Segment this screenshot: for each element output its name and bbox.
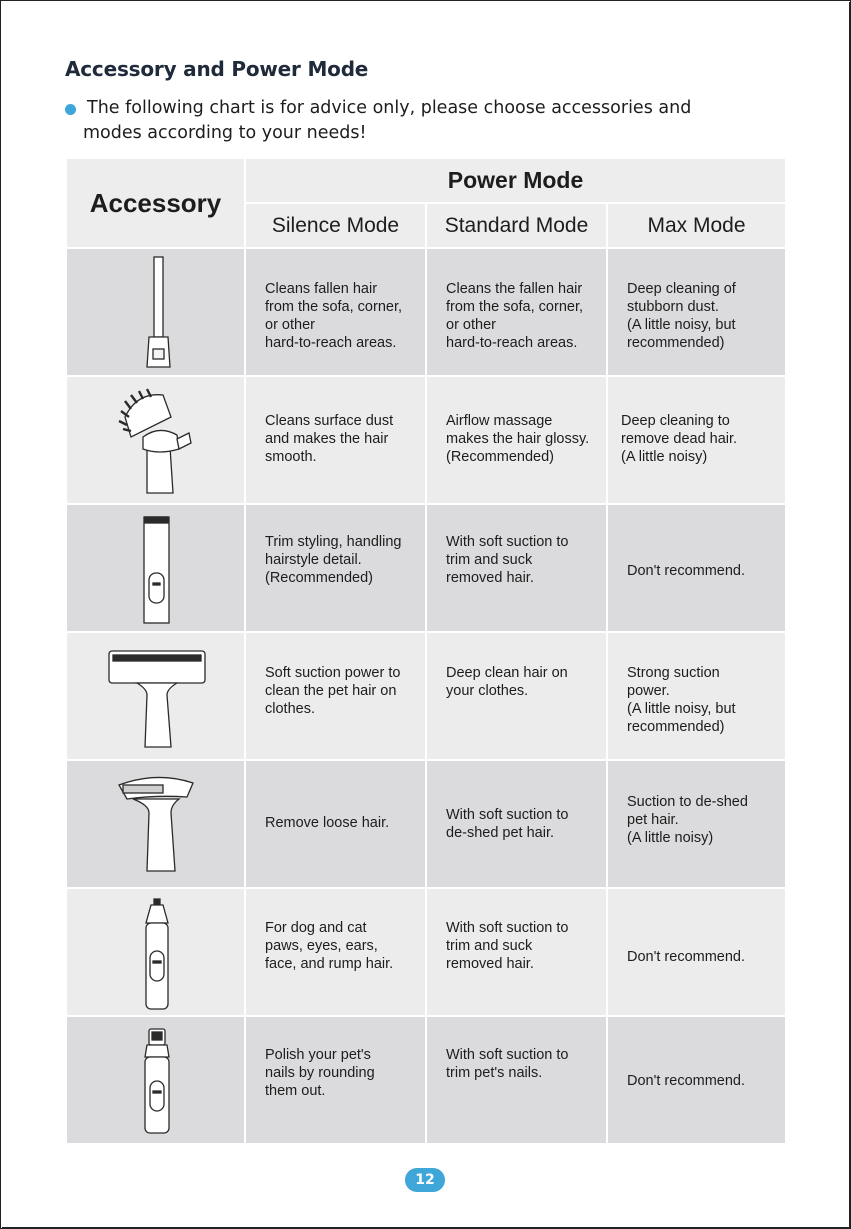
cell-text: Cleans fallen hair from the sofa, corner, or other hard-to-reach areas. <box>265 281 403 351</box>
cell-text: Polish your pet's nails by rounding them out. <box>265 1047 375 1099</box>
cell-text: With soft suction to trim pet's nails. <box>446 1047 569 1081</box>
table-row <box>66 888 786 1016</box>
cell-text: Deep clean hair on your clothes. <box>446 665 568 699</box>
standard-mode-cell <box>426 632 607 760</box>
standard-mode-cell <box>426 888 607 1016</box>
table-row <box>66 376 786 504</box>
page-title: Accessory and Power Mode <box>65 57 369 81</box>
silence-mode-cell <box>245 760 426 888</box>
page-number-badge: 12 <box>405 1168 445 1192</box>
pet-brush-icon <box>67 633 246 759</box>
cell-text: Cleans the fallen hair from the sofa, corner, or other hard-to-reach areas. <box>446 281 584 351</box>
max-mode-cell <box>607 1016 786 1144</box>
max-mode-cell <box>607 376 786 504</box>
table-row <box>66 248 786 376</box>
silence-mode-cell <box>245 248 426 376</box>
table-row <box>66 760 786 888</box>
max-mode-cell <box>607 632 786 760</box>
max-mode-cell <box>607 504 786 632</box>
bullet-dot-icon <box>65 104 76 115</box>
accessory-image-cell <box>66 888 245 1016</box>
cell-text: For dog and cat paws, eyes, ears, face, and rump hair. <box>265 920 394 972</box>
accessory-image-cell <box>66 504 245 632</box>
cell-text: Deep cleaning of stubborn dust. (A little noisy, but recommended) <box>627 281 736 351</box>
table-row <box>66 632 786 760</box>
silence-mode-cell <box>245 888 426 1016</box>
nail-grinder-icon <box>67 1017 246 1143</box>
cell-text: With soft suction to trim and suck removed hair. <box>446 534 569 586</box>
cell-text: Suction to de-shed pet hair. (A little noisy) <box>627 794 748 846</box>
cell-text: Deep cleaning to remove dead hair. (A little noisy) <box>621 413 738 465</box>
standard-mode-cell <box>426 248 607 376</box>
accessory-image-cell <box>66 248 245 376</box>
standard-mode-cell <box>426 504 607 632</box>
silence-mode-cell <box>245 504 426 632</box>
cell-text: Don't recommend. <box>627 563 746 579</box>
max-mode-cell <box>607 760 786 888</box>
standard-mode-cell <box>426 760 607 888</box>
table-row <box>66 504 786 632</box>
accessory-column-header: Accessory <box>66 158 245 248</box>
max-mode-cell <box>607 248 786 376</box>
standard-mode-header: Standard Mode <box>426 203 607 248</box>
advice-note-line-2: modes according to your needs! <box>83 123 367 143</box>
trimmer-icon <box>67 505 246 631</box>
silence-mode-cell <box>245 632 426 760</box>
standard-mode-cell <box>426 1016 607 1144</box>
cell-text: Remove loose hair. <box>265 815 390 831</box>
cell-text: Don't recommend. <box>627 949 746 965</box>
accessory-image-cell <box>66 376 245 504</box>
small-trimmer-icon <box>67 889 246 1015</box>
silence-mode-cell <box>245 1016 426 1144</box>
cell-text: With soft suction to trim and suck removed hair. <box>446 920 569 972</box>
accessory-image-cell <box>66 760 245 888</box>
accessory-power-mode-table <box>65 157 787 1145</box>
cell-text: Cleans surface dust and makes the hair smooth. <box>265 413 394 465</box>
table-row <box>66 1016 786 1144</box>
cell-text: Don't recommend. <box>627 1073 746 1089</box>
accessory-image-cell <box>66 632 245 760</box>
accessory-image-cell <box>66 1016 245 1144</box>
advice-note-line-1: The following chart is for advice only, please choose accessories and <box>87 98 692 118</box>
power-mode-header: Power Mode <box>245 158 786 203</box>
deshedding-tool-icon <box>67 761 246 887</box>
silence-mode-header: Silence Mode <box>245 203 426 248</box>
cell-text: Strong suction power. (A little noisy, but recommended) <box>627 665 736 735</box>
crevice-nozzle-icon <box>67 249 246 375</box>
massage-brush-icon <box>67 377 246 503</box>
silence-mode-cell <box>245 376 426 504</box>
max-mode-cell <box>607 888 786 1016</box>
cell-text: With soft suction to de-shed pet hair. <box>446 807 569 841</box>
cell-text: Trim styling, handling hairstyle detail. (Recommended) <box>265 534 402 586</box>
max-mode-header: Max Mode <box>607 203 786 248</box>
cell-text: Soft suction power to clean the pet hair on clothes. <box>265 665 401 717</box>
cell-text: Airflow massage makes the hair glossy. (Recommended) <box>446 413 590 465</box>
standard-mode-cell <box>426 376 607 504</box>
